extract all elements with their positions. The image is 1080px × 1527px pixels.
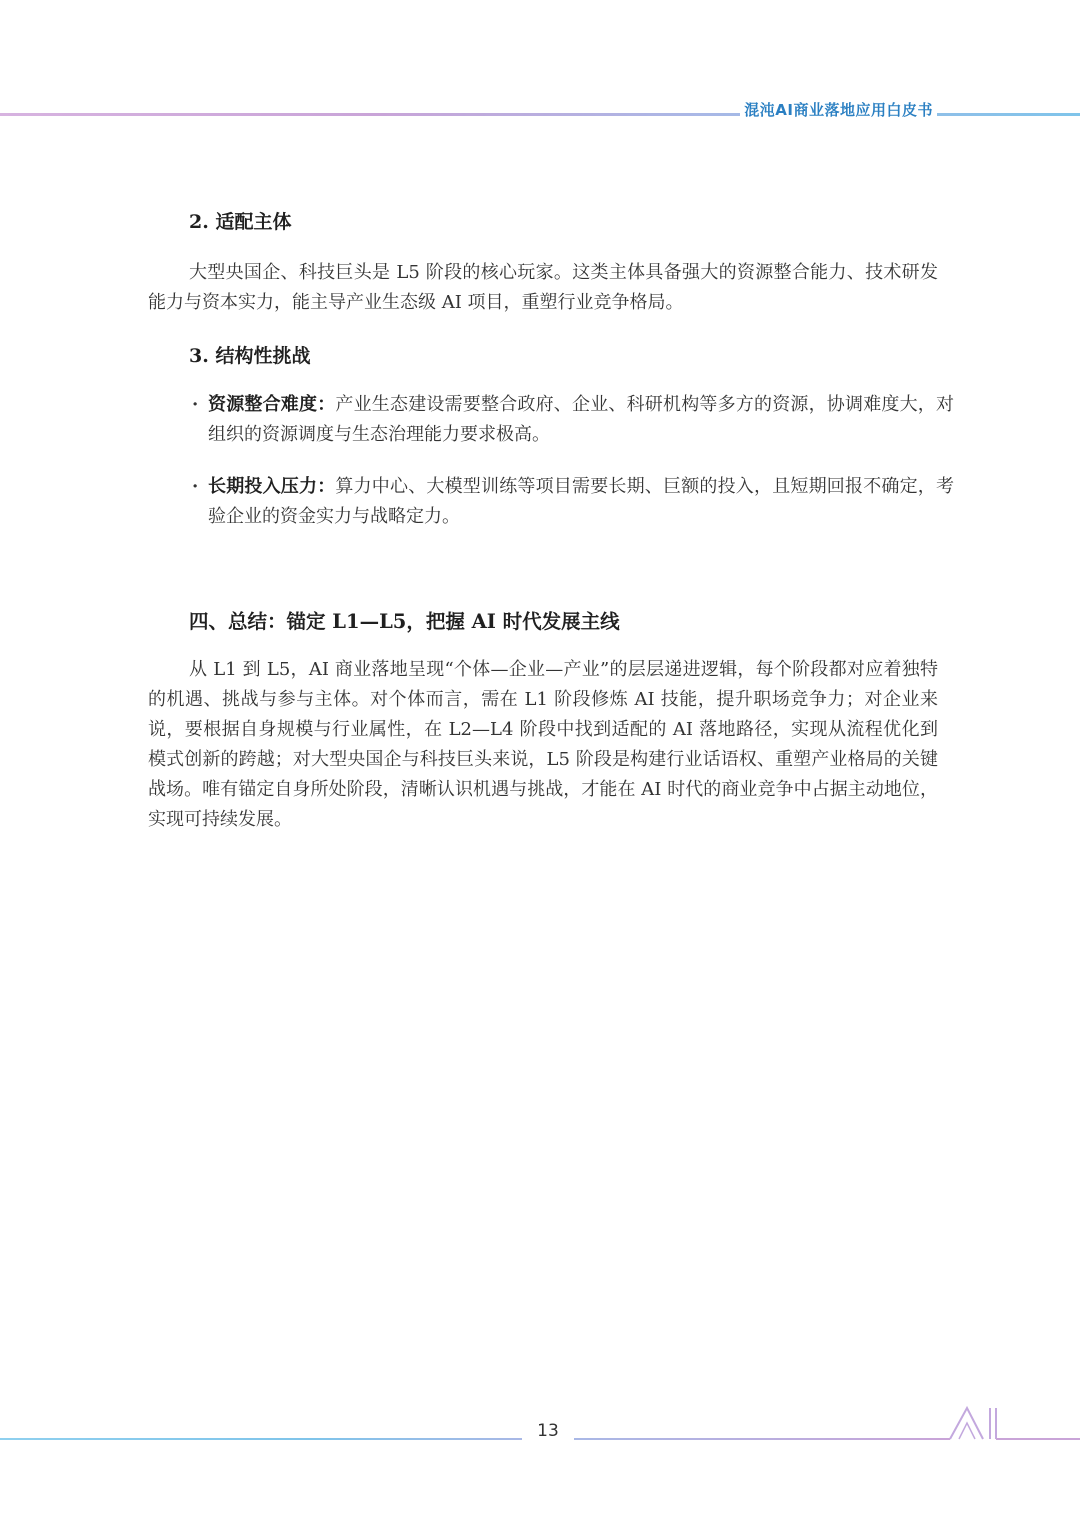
document-title: 混沌AI商业落地应用白皮书 (740, 99, 937, 120)
ai-logo-icon (945, 1404, 1080, 1444)
section-heading-summary: 四、总结：锚定 L1—L5，把握 AI 时代发展主线 (189, 610, 620, 633)
bullet-text: 算力中心、大模型训练等项目需要长期、巨额的投入，且短期回报不确定，考验企业的资金实力与战略定力。 (208, 476, 955, 527)
bullet-term: 资源整合难度： (208, 394, 336, 415)
bullet-text: 产业生态建设需要整合政府、企业、科研机构等多方的资源，协调难度大，对组织的资源调度与生态治理能力要求极高。 (208, 394, 955, 445)
paragraph-adapt-subject: 大型央国企、科技巨头是 L5 阶段的核心玩家。这类主体具备强大的资源整合能力、技术研发能力与资本实力，能主导产业生态级 AI 项目，重塑行业竞争格局。 (148, 262, 938, 313)
bullet-dot-icon: · (192, 394, 199, 415)
bullet-term: 长期投入压力： (208, 476, 336, 497)
paragraph-summary: 从 L1 到 L5，AI 商业落地呈现“个体—企业—产业”的层层递进逻辑，每个阶段都对应着独特的机遇、挑战与参与主体。对个体而言，需在 L1 阶段修炼 AI 技能，提升职场竞争力；对企业来说，要根据自身规模与行业属性，在 L2—L4 阶段中找到适配的 AI 落地路径，实现从流程优化到模式创新的跨越；对大型央国企与科技巨头来说，L5 阶段是构建行业话语权、重塑产业格局的关键战场。唯有锚定自身所处阶段，清晰认识机遇与挑战，才能在 AI 时代的商业竞争中占据主动地位，实现可持续发展。 (148, 659, 938, 830)
section-heading-adapt-subject: 2. 适配主体 (189, 211, 292, 233)
bullet-item-long-term-investment (192, 472, 954, 532)
footer-rule-right (574, 1438, 950, 1440)
bullet-dot-icon: · (192, 476, 199, 497)
footer-rule-left (0, 1438, 522, 1440)
section-heading-structural-challenges: 3. 结构性挑战 (189, 345, 311, 367)
bullet-item-resource-integration (192, 390, 954, 450)
page-number: 13 (537, 1421, 559, 1441)
